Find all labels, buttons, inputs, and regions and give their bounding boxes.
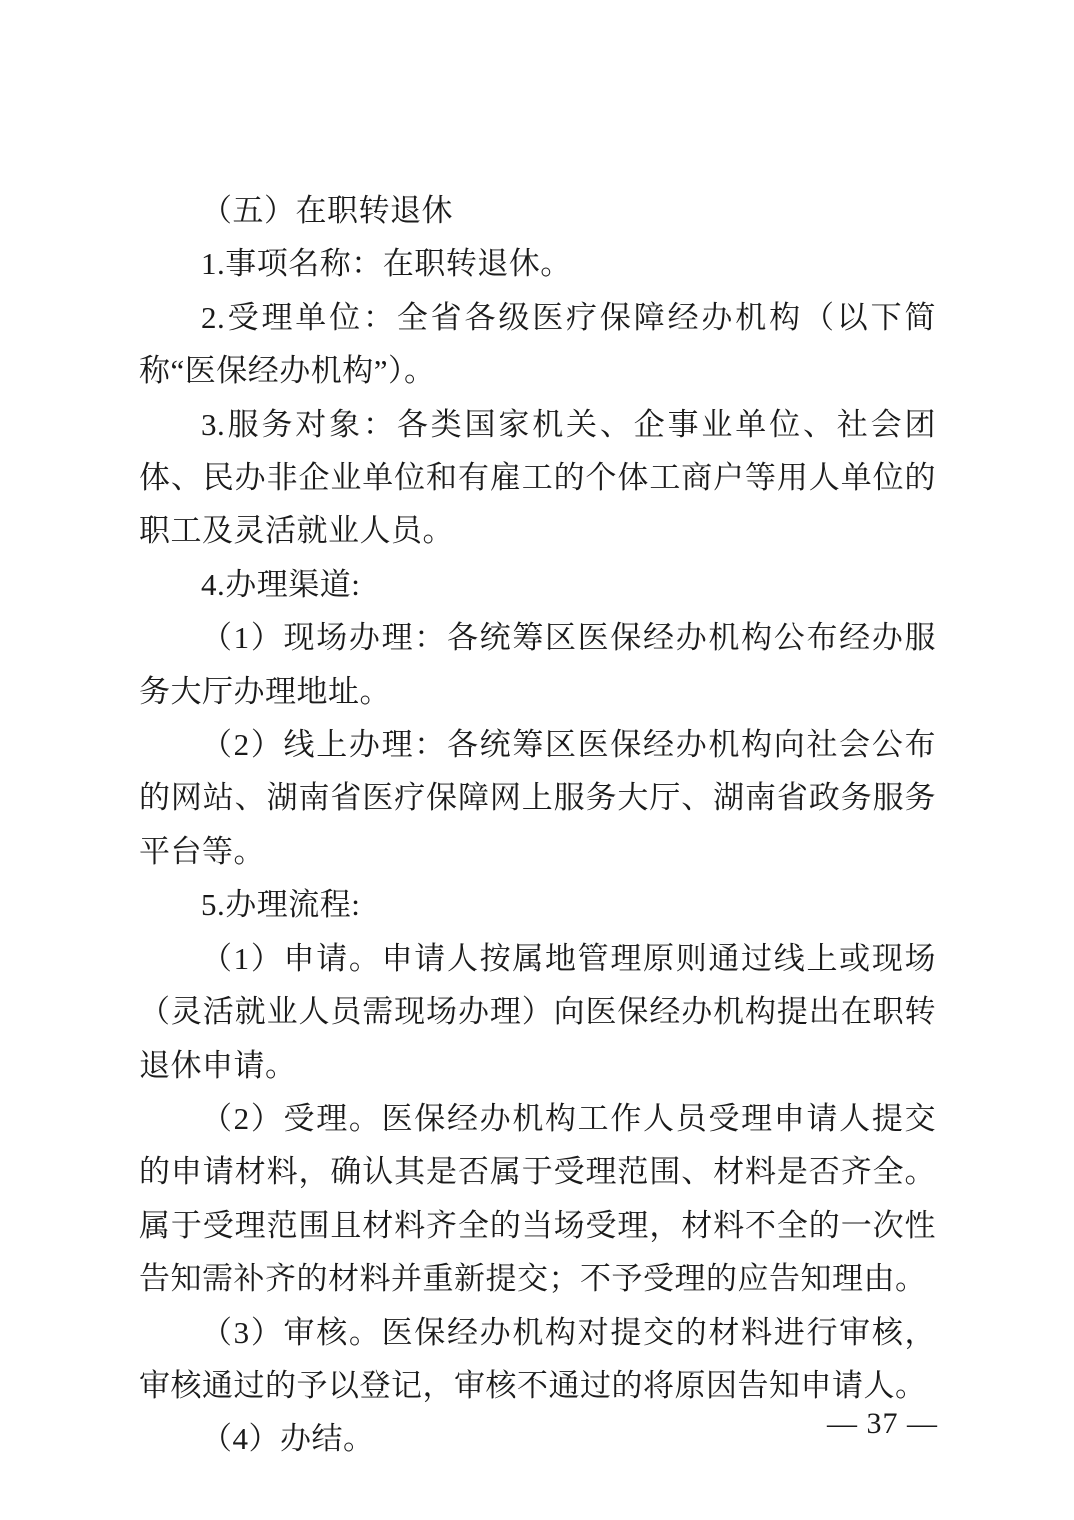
paragraph: （1）申请。申请人按属地管理原则通过线上或现场（灵活就业人员需现场办理）向医保经办机构提出在职转退休申请。 xyxy=(139,940,936,1083)
paragraph: 5.办理流程: xyxy=(201,887,361,923)
page-number: — 37 — xyxy=(827,1407,938,1440)
paragraph: （4）办结。 xyxy=(201,1421,375,1457)
paragraph: 4.办理渠道: xyxy=(201,566,361,602)
paragraph: 2.受理单位：全省各级医疗保障经办机构（以下简称“医保经办机构”）。 xyxy=(139,299,936,389)
paragraph: （1）现场办理：各统筹区医保经办机构公布经办服务大厅办理地址。 xyxy=(139,620,936,709)
paragraph: （3）审核。医保经办机构对提交的材料进行审核，审核通过的予以登记，审核不通过的将原因告知申请人。 xyxy=(139,1314,936,1403)
paragraph: 3.服务对象：各类国家机关、企事业单位、社会团体、民办非企业单位和有雇工的个体工商户等用人单位的职工及灵活就业人员。 xyxy=(139,406,936,549)
section-heading: （五）在职转退休 xyxy=(201,193,453,228)
document-body xyxy=(139,184,936,1466)
paragraph: （2）受理。医保经办机构工作人员受理申请人提交的申请材料，确认其是否属于受理范围、材料是否齐全。属于受理范围且材料齐全的当场受理，材料不全的一次性告知需补齐的材料并重新提交；不予受理的应告知理由。 xyxy=(139,1100,936,1297)
paragraph: 1.事项名称：在职转退休。 xyxy=(201,246,572,282)
paragraph: （2）线上办理：各统筹区医保经办机构向社会公布的网站、湖南省医疗保障网上服务大厅、湖南省政务服务平台等。 xyxy=(139,727,936,869)
